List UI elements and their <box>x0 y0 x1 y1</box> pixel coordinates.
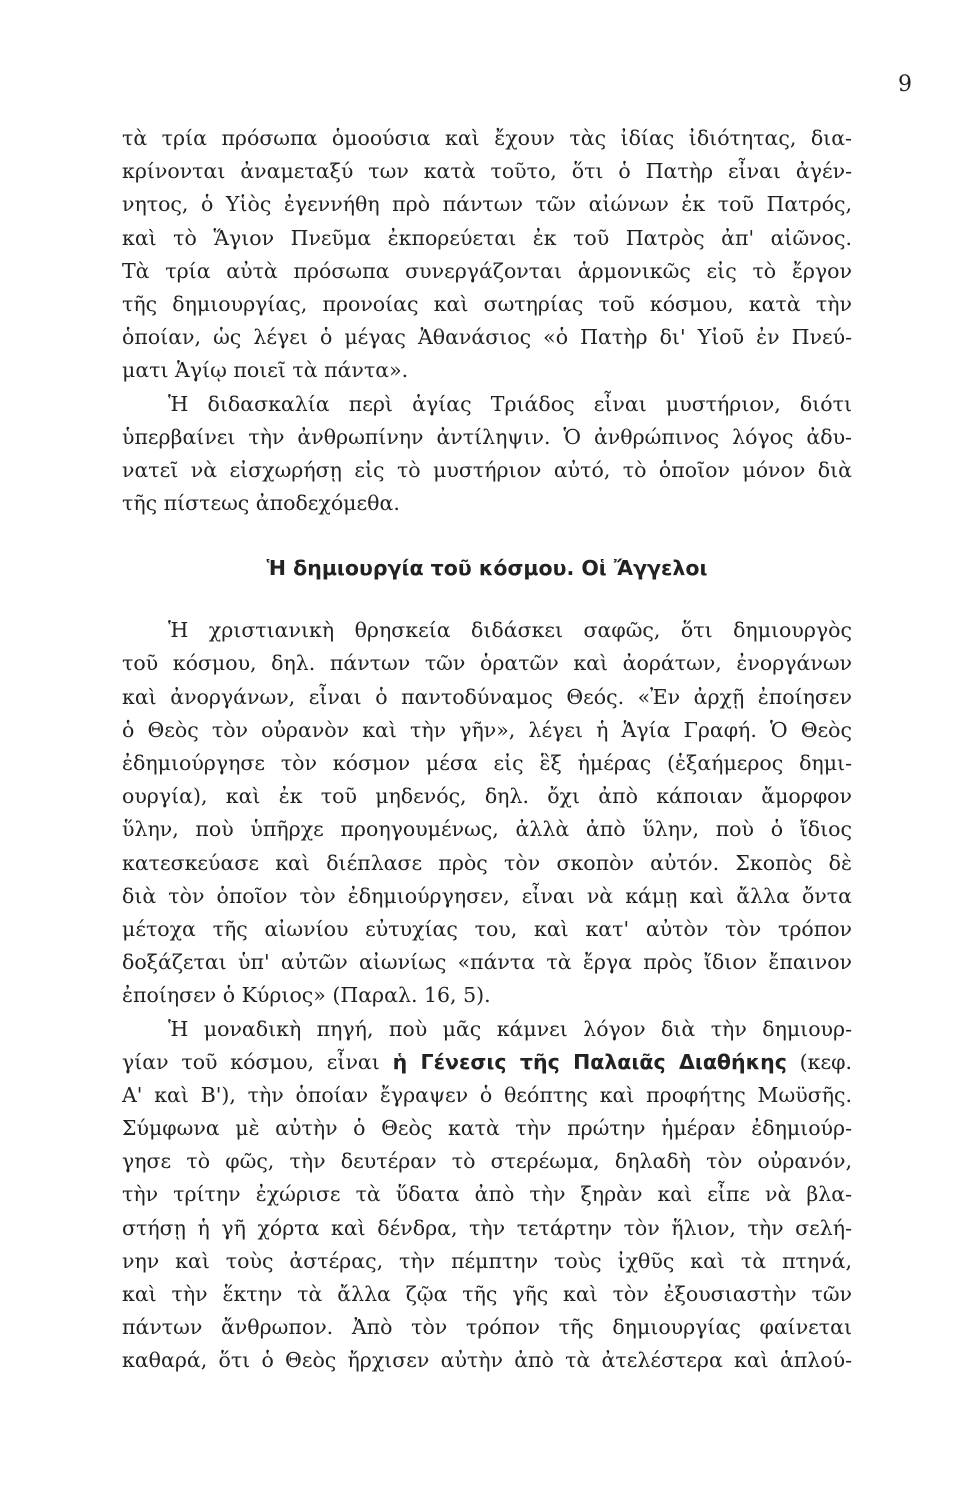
text-line: τῆς πίστεως ἀποδεχόμεθα. <box>122 491 400 516</box>
text-line: ἐδημιούργησε τὸν κόσμον μέσα εἰς ἓξ ἡμέρας (ἑξαήμερος δημι- <box>122 751 852 775</box>
text-line: νατεῖ νὰ εἰσχωρήσῃ εἰς τὸ μυστήριον αὐτό, τὸ ὁποῖον μόνον διὰ <box>122 457 852 482</box>
text-line: κρίνονται ἀναμεταξύ των κατὰ τοῦτο, ὅτι ὁ Πατὴρ εἶναι ἀγέν- <box>122 159 852 184</box>
text-line: Τὰ τρία αὐτὰ πρόσωπα συνεργάζονται ἁρμονικῶς εἰς τὸ ἔργον <box>122 258 852 283</box>
text-fragment: γίαν τοῦ κόσμου, εἶναι <box>122 1049 393 1074</box>
text-line: νην καὶ τοὺς ἀστέρας, τὴν πέμπτην τοὺς ἰχθῦς καὶ τὰ πτηνά, <box>122 1248 852 1273</box>
text-line: ἐποίησεν ὁ Κύριος» (Παραλ. 16, 5). <box>122 983 491 1008</box>
text-line: τὰ τρία πρόσωπα ὁμοούσια καὶ ἔχουν τὰς ἰδίας ἰδιότητας, δια- <box>122 126 852 150</box>
body-text <box>122 122 852 1378</box>
text-line: Ἡ διδασκαλία περὶ ἁγίας Τριάδος εἶναι μυστήριον, διότι <box>168 391 852 416</box>
text-line: Σύμφωνα μὲ αὐτὴν ὁ Θεὸς κατὰ τὴν πρώτην ἡμέραν ἐδημιούρ- <box>122 1116 852 1141</box>
text-line: τὴν τρίτην ἐχώρισε τὰ ὕδατα ἀπὸ τὴν ξηρὰν καὶ εἶπε νὰ βλα- <box>122 1182 852 1207</box>
text-line: Ἡ χριστιανικὴ θρησκεία διδάσκει σαφῶς, ὅτι δημιουργὸς <box>168 618 852 643</box>
text-line: καθαρά, ὅτι ὁ Θεὸς ἤρχισεν αὐτὴν ἀπὸ τὰ ἀτελέστερα καὶ ἁπλού- <box>122 1348 852 1373</box>
text-fragment: (κεφ. <box>786 1049 852 1074</box>
text-line: στήσῃ ἡ γῆ χόρτα καὶ δένδρα, τὴν τετάρτην τὸν ἥλιον, τὴν σελή- <box>122 1215 852 1240</box>
text-line-with-emphasis <box>122 1046 852 1079</box>
text-line: νητος, ὁ Υἱὸς ἐγεννήθη πρὸ πάντων τῶν αἰώνων ἐκ τοῦ Πατρός, <box>122 192 852 217</box>
text-line: τοῦ κόσμου, δηλ. πάντων τῶν ὁρατῶν καὶ ἀοράτων, ἐνοργάνων <box>122 651 852 676</box>
text-line: πάντων ἄνθρωπον. Ἀπὸ τὸν τρόπον τῆς δημιουργίας φαίνεται <box>122 1315 852 1340</box>
section-heading: Ἡ δημιουργία τοῦ κόσμου. Οἱ Ἄγγελοι <box>266 556 708 581</box>
text-line: ὁ Θεὸς τὸν οὐρανὸν καὶ τὴν γῆν», λέγει ἡ Ἁγία Γραφή. Ὁ Θεὸς <box>122 717 852 742</box>
text-line: Ἡ μοναδικὴ πηγή, ποὺ μᾶς κάμνει λόγον διὰ τὴν δημιουρ- <box>168 1016 852 1041</box>
text-line: μέτοχα τῆς αἰωνίου εὐτυχίας του, καὶ κατ' αὐτὸν τὸν τρόπον <box>122 916 852 941</box>
text-line: γησε τὸ φῶς, τὴν δευτέραν τὸ στερέωμα, δηλαδὴ τὸν οὐρανόν, <box>122 1149 852 1174</box>
text-line: Α' καὶ Β'), τὴν ὁποίαν ἔγραψεν ὁ θεόπτης καὶ προφήτης Μωϋσῆς. <box>122 1082 852 1107</box>
text-line: τῆς δημιουργίας, προνοίας καὶ σωτηρίας τοῦ κόσμου, κατὰ τὴν <box>122 291 852 316</box>
text-line: διὰ τὸν ὁποῖον τὸν ἐδημιούργησεν, εἶναι νὰ κάμῃ καὶ ἄλλα ὄντα <box>122 883 852 908</box>
page-number: 9 <box>898 72 912 97</box>
text-line: ουργία), καὶ ἐκ τοῦ μηδενός, δηλ. ὄχι ἀπὸ κάποιαν ἄμορφον <box>122 784 852 809</box>
text-line: ὑπερβαίνει τὴν ἀνθρωπίνην ἀντίληψιν. Ὁ ἀνθρώπινος λόγος ἀδυ- <box>122 424 852 449</box>
text-line: καὶ τὴν ἕκτην τὰ ἄλλα ζῷα τῆς γῆς καὶ τὸν ἐξουσιαστὴν τῶν <box>122 1282 852 1306</box>
text-line: ματι Ἁγίῳ ποιεῖ τὰ πάντα». <box>122 358 409 383</box>
genesis-emphasis: ἡ Γένεσις τῆς Παλαιᾶς Διαθήκης <box>392 1049 787 1074</box>
text-line: δοξάζεται ὑπ' αὐτῶν αἰωνίως «πάντα τὰ ἔργα πρὸς ἴδιον ἔπαινον <box>122 950 852 975</box>
text-line: καὶ τὸ Ἅγιον Πνεῦμα ἐκπορεύεται ἐκ τοῦ Πατρὸς ἀπ' αἰῶνος. <box>122 225 852 250</box>
text-line: κατεσκεύασε καὶ διέπλασε πρὸς τὸν σκοπὸν αὐτόν. Σκοπὸς δὲ <box>122 850 852 875</box>
text-line: ὕλην, ποὺ ὑπῆρχε προηγουμένως, ἀλλὰ ἀπὸ ὕλην, ποὺ ὁ ἴδιος <box>122 817 852 842</box>
text-line: καὶ ἀνοργάνων, εἶναι ὁ παντοδύναμος Θεός. «Ἐν ἀρχῇ ἐποίησεν <box>122 684 852 709</box>
text-line: ὁποίαν, ὡς λέγει ὁ μέγας Ἀθανάσιος «ὁ Πατὴρ δι' Υἱοῦ ἐν Πνεύ- <box>122 325 852 350</box>
